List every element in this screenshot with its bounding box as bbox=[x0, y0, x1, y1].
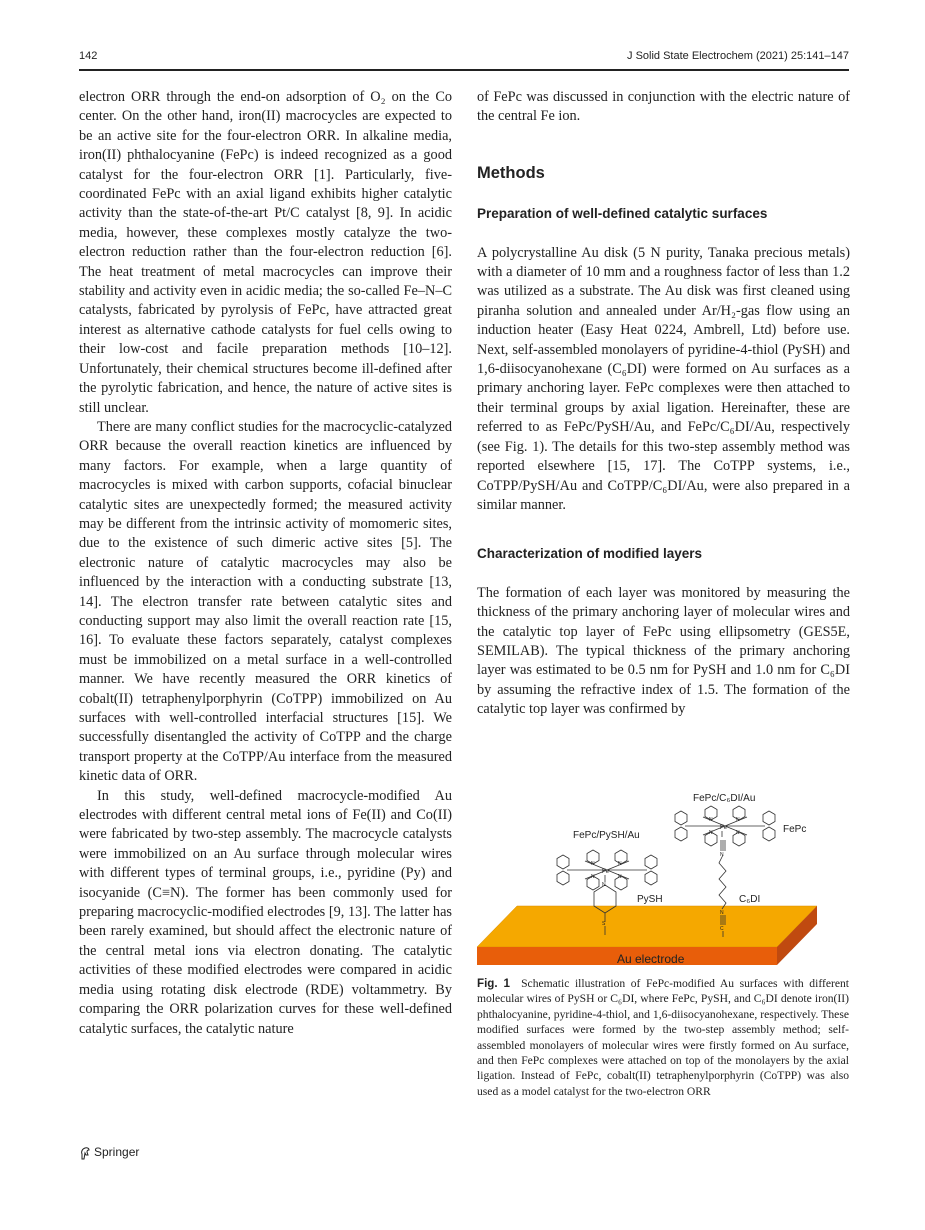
page-footer bbox=[79, 1145, 139, 1160]
figure-label: Fig. 1 bbox=[477, 977, 510, 990]
atom-label-n: N bbox=[591, 861, 595, 867]
fepc-c6di-au-label: FePc/C₆DI/Au bbox=[693, 793, 756, 804]
atom-label-fe: Fe bbox=[720, 825, 728, 831]
atom-label-n: N bbox=[591, 874, 595, 880]
figure-1-schematic bbox=[477, 785, 849, 975]
subsection-heading-preparation: Preparation of well-defined catalytic surfaces bbox=[477, 206, 768, 222]
atom-label-n: N bbox=[709, 830, 713, 836]
pysh-label: PySH bbox=[637, 894, 663, 905]
atom-label-s: S bbox=[602, 921, 606, 927]
subsection-heading-characterization: Characterization of modified layers bbox=[477, 546, 703, 562]
atom-label-fe: Fe bbox=[602, 869, 610, 875]
atom-label-n: N bbox=[720, 910, 724, 916]
figure-1-caption bbox=[477, 976, 849, 1099]
atom-label-n: N bbox=[709, 817, 713, 823]
springer-horse-icon bbox=[79, 1146, 91, 1160]
atom-label-n: N bbox=[618, 874, 622, 880]
atom-label-n: N bbox=[618, 861, 622, 867]
paragraph: electron ORR through the end-on adsorption of O₂ on the Co center. On the other hand, iron(II) macrocycles are expected to be an active site for the four-electron ORR. In alkaline media, iron(II) phthalocyanine (FePc) is indeed recognized as a good catalyst for the four-electron ORR [1]. Particularly, five-coordinated FePc with an axial ligand exhibits higher catalytic activity than the state-of-the-art Pt/C catalyst [8, 9]. In acidic media, however, these complexes mostly catalyze the two-electron reduction rather than the four-electron reduction [6]. The heat treatment of metal macrocycles can improve their stability and activity even in acidic media; the so-called Fe–N–C catalysts, fabricated by pyrolysis of FePc, have attracted great interest as alternative cathode catalysts for fuel cells owing to their low-cost and facile preparation methods [10–12]. Unfortunately, their chemical structures become ill-defined after the pyrolytic fabrication, and hence, the nature of active sites is still unclear. bbox=[79, 89, 452, 416]
caption-text: Schematic illustration of FePc-modified Au surfaces with different molecular wires of PySH or C₆DI, where FePc, PySH, and C₆DI denote iron(II) phthalocyanine, pyridine-4-thiol, and 1,6-diisocyanohexane, respectively. These modified surfaces were formed by the two-step assembly method; self-assembled monolayers of molecular wires were firstly formed on Au surface, and then FePc complexes were attached on top of the monolayers by the axial ligation. Instead of FePc, cobalt(II) tetraphenylporphyrin (CoTPP) was also used as a model catalyst for the two-electron ORR bbox=[477, 977, 849, 1098]
paragraph: of FePc was discussed in conjunction with the electric nature of the central Fe ion. bbox=[477, 89, 850, 125]
atom-label-n: N bbox=[736, 817, 740, 823]
paragraph: In this study, well-defined macrocycle-modified Au electrodes with different central metal ions of Fe(II) and Co(II) were fabricated by two-step assembly. The macrocycle catalysts were immobilized on an Au surface through molecular wires with different types of terminal groups, i.e., pyridine (Py) and isocyanide (C≡N). The former has been commonly used for preparing macrocyclic-modified electrodes [9, 13]. The latter has been rarely examined, but should affect the electronic nature of the central metal ions via electron donating. The catalytic activities of these modified electrodes were compared in acidic media using rotating disk electrode (RDE) voltammetry. By comparing the ORR polarization curves for these well-defined catalytic surfaces, the catalytic nature bbox=[79, 787, 452, 1037]
atom-label-n: N bbox=[602, 882, 606, 888]
fepc-label: FePc bbox=[783, 824, 807, 835]
section-heading-methods: Methods bbox=[477, 163, 545, 182]
atom-label-n: N bbox=[720, 852, 724, 858]
paragraph: There are many conflict studies for the macrocyclic-catalyzed ORR because the overall reaction kinetics are influenced by many factors. For example, when a large quantity of macrocycles is mixed with carbon supports, cofacial binuclear catalytic sites are unexpectedly formed; the measured activity may be different from the intrinsic activity of momomeric sites, due to the existence of such dimeric active sites [5]. The electronic nature of catalytic macrocycles may also be influenced by the interaction with a conducting substrate [13, 14]. The electron transfer rate between catalytic sites and conducting support may also limit the overall reaction rate [15, 16]. To evaluate these factors separately, catalyst complexes must be immobilized on a metal surface in a well-controlled manner. We have recently measured the ORR kinetics of cobalt(II) tetraphenylporphyrin (CoTPP) immobilized on Au surfaces with well-controlled interfacial structures [15]. We successfully disentangled the activity of CoTPP and the charge transport property at the CoTPP/Au interface from the measured kinetic data of ORR. bbox=[79, 418, 452, 785]
fepc-pysh-au-label: FePc/PySH/Au bbox=[573, 830, 640, 841]
page-number: 142 bbox=[79, 50, 98, 62]
paragraph: The formation of each layer was monitored by measuring the thickness of the primary anchoring layer of molecular wires and the catalytic top layer of FePc using ellipsometry (GES5E, SEMILAB). The typical thickness of the primary anchoring layer was estimated to be 0.5 nm for PySH and 1.0 nm for C₆DI by assuming the refractive index of 1.5. The formation of the catalytic top layer was confirmed by bbox=[477, 584, 850, 718]
journal-citation: J Solid State Electrochem (2021) 25:141–147 bbox=[627, 50, 849, 62]
atom-label-c: C bbox=[720, 926, 724, 932]
left-column bbox=[79, 88, 452, 1039]
au-electrode-top bbox=[477, 906, 817, 947]
atom-label-n: N bbox=[736, 830, 740, 836]
right-column bbox=[477, 88, 850, 720]
publisher-name: Springer bbox=[94, 1145, 140, 1159]
paragraph: A polycrystalline Au disk (5 N purity, Tanaka precious metals) with a diameter of 10 mm and a roughness factor of less than 1.2 was utilized as a substrate. The Au disk was first cleaned using piranha solution and annealed under Ar/H₂-gas flow using an induction heater (Easy Heat 0224, Ambrell, Ltd) before use. Next, self-assembled monolayers of pyridine-4-thiol (PySH) and 1,6-diisocyanohexane (C₆DI) were formed on Au surfaces as a primary anchoring layer. FePc complexes were then attached to their terminal groups by axial ligation. Hereinafter, these are referred to as FePc/PySH/Au, and FePc/C₆DI/Au, respectively (see Fig. 1). The details for this two-step assembly method was reported elsewhere [15, 17]. The CoTPP systems, i.e., CoTPP/PySH/Au and CoTPP/C₆DI/Au, were also prepared in a similar manner. bbox=[477, 244, 850, 513]
header-rule bbox=[79, 69, 849, 71]
c6di-label: C₆DI bbox=[739, 894, 761, 905]
au-electrode-label: Au electrode bbox=[617, 952, 685, 966]
running-header bbox=[79, 50, 849, 66]
